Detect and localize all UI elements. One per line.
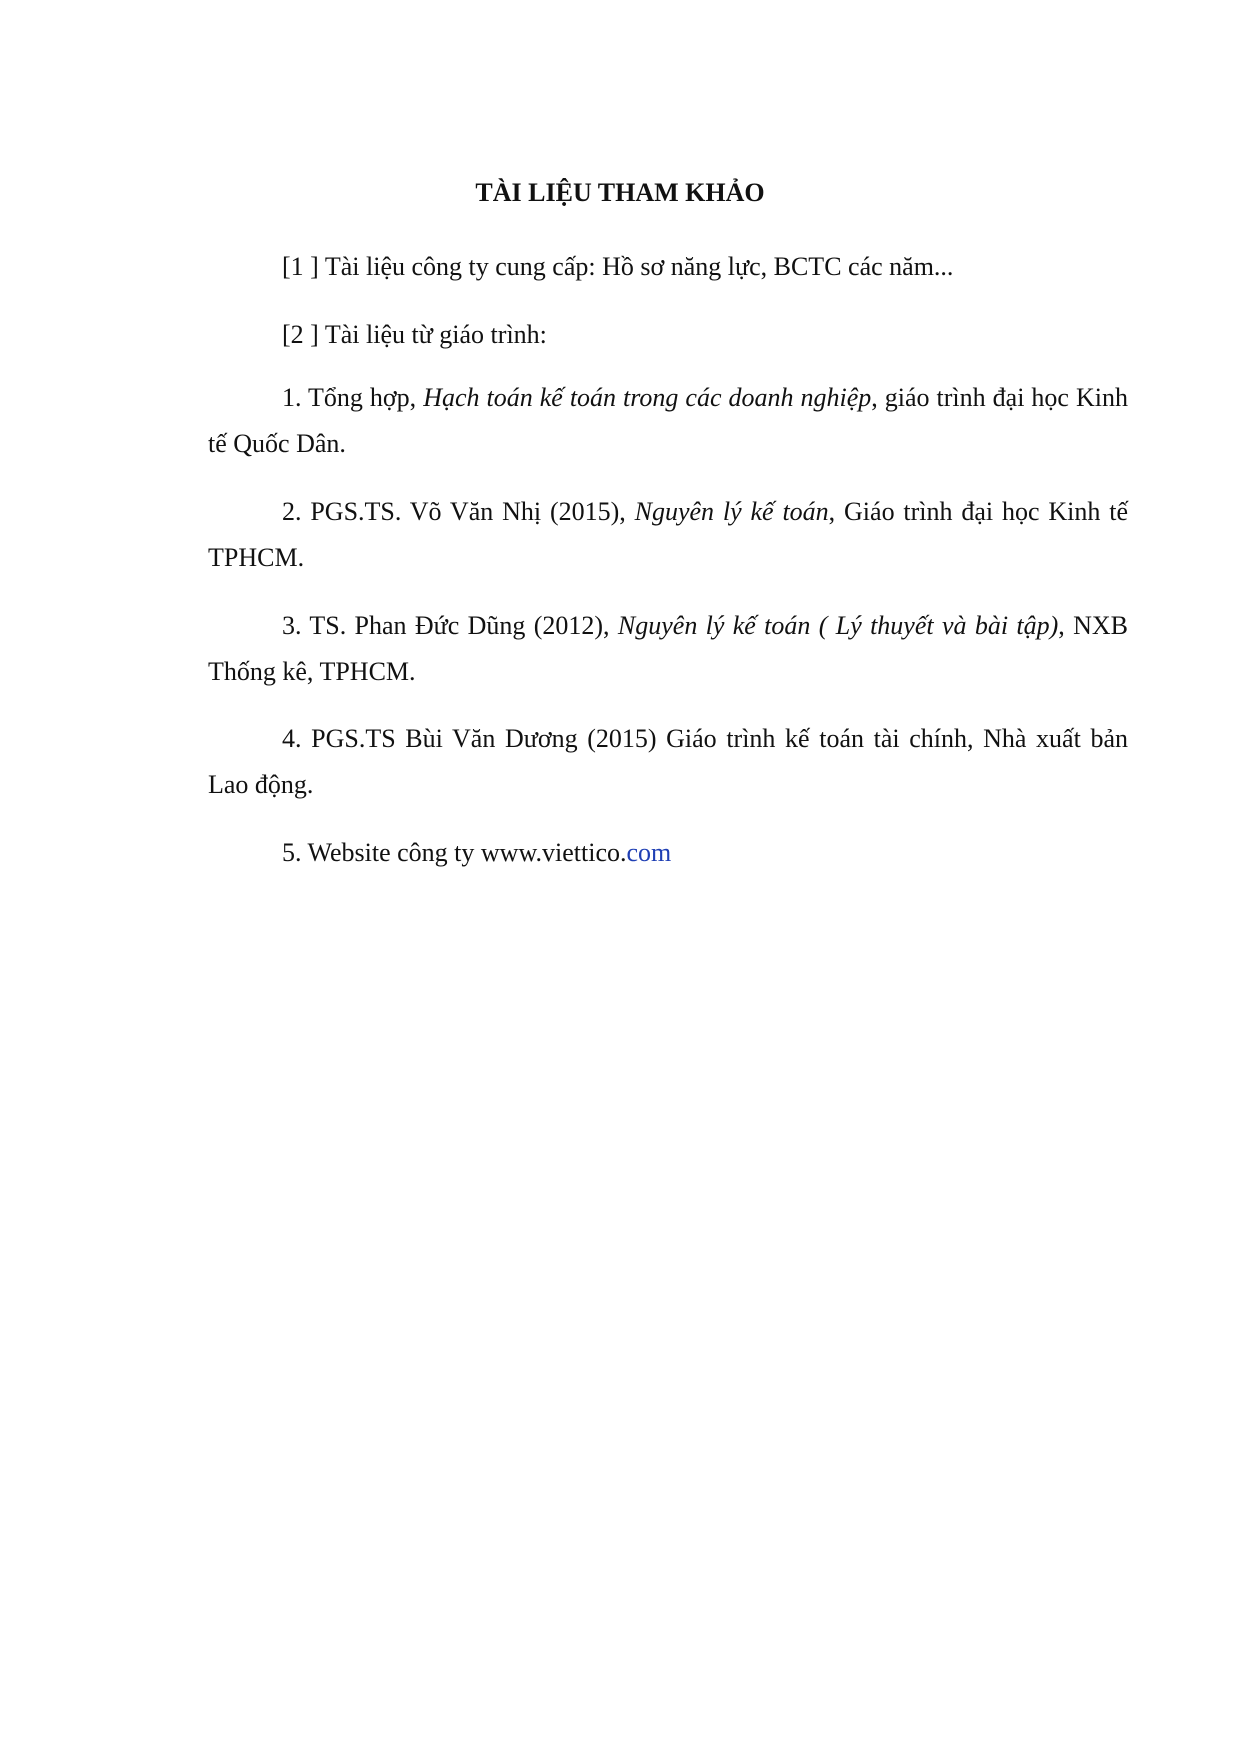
reference-item-1-suffix: , giáo trình đại học Kinh tế Quốc Dân. (208, 383, 1128, 458)
reference-item-3-suffix: , NXB Thống kê, TPHCM. (208, 611, 1128, 686)
reference-item-3-title: Nguyên lý kế toán ( Lý thuyết và bài tập) (617, 611, 1059, 640)
reference-item-5 (208, 830, 1128, 876)
reference-item-5-text: 5. Website công ty www.viettico. (282, 838, 627, 867)
reference-1: [1 ] Tài liệu công ty cung cấp: Hồ sơ năng lực, BCTC các năm... (282, 252, 954, 281)
reference-item-3 (208, 603, 1128, 695)
reference-item-2-suffix: , Giáo trình đại học Kinh tế TPHCM. (208, 497, 1128, 572)
reference-item-4: 4. PGS.TS Bùi Văn Dương (2015) Giáo trình kế toán tài chính, Nhà xuất bản Lao động. (208, 724, 1128, 799)
reference-item-2-prefix: 2. PGS.TS. Võ Văn Nhị (2015), (282, 497, 635, 526)
reference-item-1 (208, 375, 1128, 467)
website-link[interactable]: com (626, 838, 672, 867)
reference-item-2-title: Nguyên lý kế toán (634, 497, 829, 526)
reference-item-2 (208, 489, 1128, 581)
reference-2: [2 ] Tài liệu từ giáo trình: (282, 320, 547, 349)
reference-item-3-prefix: 3. TS. Phan Đức Dũng (2012), (282, 611, 618, 640)
reference-item-1-title: Hạch toán kế toán trong các doanh nghiệp (423, 383, 872, 412)
reference-item-1-prefix: 1. Tổng hợp, (282, 383, 424, 412)
page-title: TÀI LIỆU THAM KHẢO (475, 178, 765, 207)
